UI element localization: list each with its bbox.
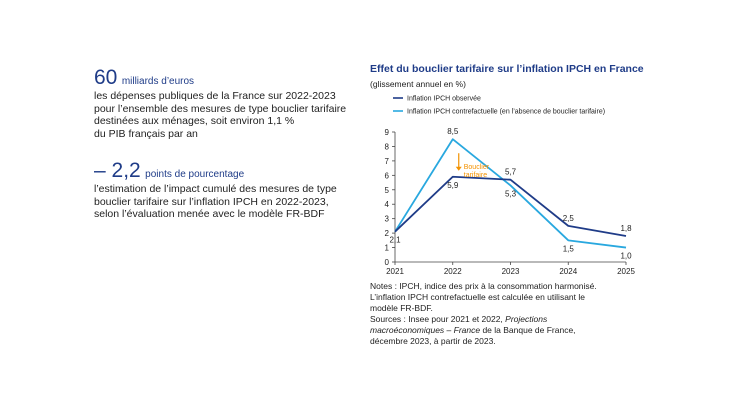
stat-value: – 2,2 <box>94 159 141 182</box>
y-tick-label: 7 <box>384 156 389 166</box>
stat-unit: points de pourcentage <box>145 169 245 180</box>
y-tick-label: 3 <box>384 214 389 224</box>
note-line: décembre 2023, à partir de 2023. <box>370 336 496 346</box>
x-tick-label: 2022 <box>443 267 462 276</box>
stat-description-line: l’estimation de l’impact cumulé des mesures de type <box>94 183 337 195</box>
data-label: 5,7 <box>504 167 517 177</box>
stat-description-line: selon l’évaluation menée avec le modèle FR-BDF <box>94 208 325 220</box>
stat-description-line: du PIB français par an <box>94 127 198 140</box>
stat-description-line: les dépenses publiques de la France sur 2022-2023 <box>94 90 336 102</box>
stat-description <box>94 90 364 140</box>
y-tick-label: 5 <box>384 185 389 195</box>
note-line: L’inflation IPCH contrefactuelle est calculée en utilisant le <box>370 292 585 302</box>
annotation-arrow-head <box>456 167 462 171</box>
data-label: 1,0 <box>620 251 632 261</box>
stat-public-spending <box>94 67 364 140</box>
data-label: 5,3 <box>504 189 517 199</box>
legend-label: Inflation IPCH contrefactuelle (en l’absence de bouclier tarifaire) <box>407 108 606 116</box>
annotation-label: tarifaire <box>463 171 488 179</box>
x-tick-label: 2025 <box>617 267 635 276</box>
data-label: 5,9 <box>447 180 459 190</box>
stat-description-line: bouclier tarifaire sur l’inflation IPCH en 2022-2023, <box>94 195 329 208</box>
y-tick-label: 6 <box>384 171 389 181</box>
data-label: 1,5 <box>562 244 574 254</box>
data-label: 8,5 <box>447 127 459 137</box>
data-label: 1,8 <box>620 224 632 233</box>
y-tick-label: 9 <box>384 128 389 137</box>
annotation-label: Bouclier <box>463 163 490 171</box>
y-tick-label: 1 <box>384 243 389 253</box>
legend-label: Inflation IPCH observée <box>407 95 481 103</box>
stat-description-line: pour l’ensemble des mesures de type bouclier tarifaire <box>94 102 347 115</box>
note-line: macroéconomiques – France de la Banque de France, <box>370 325 576 335</box>
stat-description-line: destinées aux ménages, soit environ 1,1 % <box>94 115 295 127</box>
note-line: Sources : Insee pour 2021 et 2022, Projections <box>370 314 548 324</box>
y-tick-label: 8 <box>384 142 389 152</box>
note-line: Notes : IPCH, indice des prix à la consommation harmonisé. <box>370 281 597 291</box>
stat-inflation-impact <box>94 160 364 221</box>
stat-value: 60 <box>94 66 118 89</box>
stat-unit: milliards d’euros <box>121 76 195 87</box>
data-label: 2,1 <box>389 235 401 245</box>
x-tick-label: 2024 <box>559 267 578 276</box>
y-tick-label: 2 <box>384 229 389 239</box>
chart-title: Effet du bouclier tarifaire sur l’inflation IPCH en France <box>370 63 644 75</box>
note-line: modèle FR-BDF. <box>370 303 433 313</box>
x-tick-label: 2023 <box>501 267 520 276</box>
chart-notes <box>370 281 640 347</box>
chart-subtitle: (glissement annuel en %) <box>370 79 466 89</box>
line-chart <box>360 85 650 280</box>
data-label: 2,5 <box>562 213 574 223</box>
y-tick-label: 4 <box>384 200 389 210</box>
y-tick-label: 0 <box>384 258 389 267</box>
stat-description <box>94 183 364 221</box>
x-tick-label: 2021 <box>386 267 404 276</box>
